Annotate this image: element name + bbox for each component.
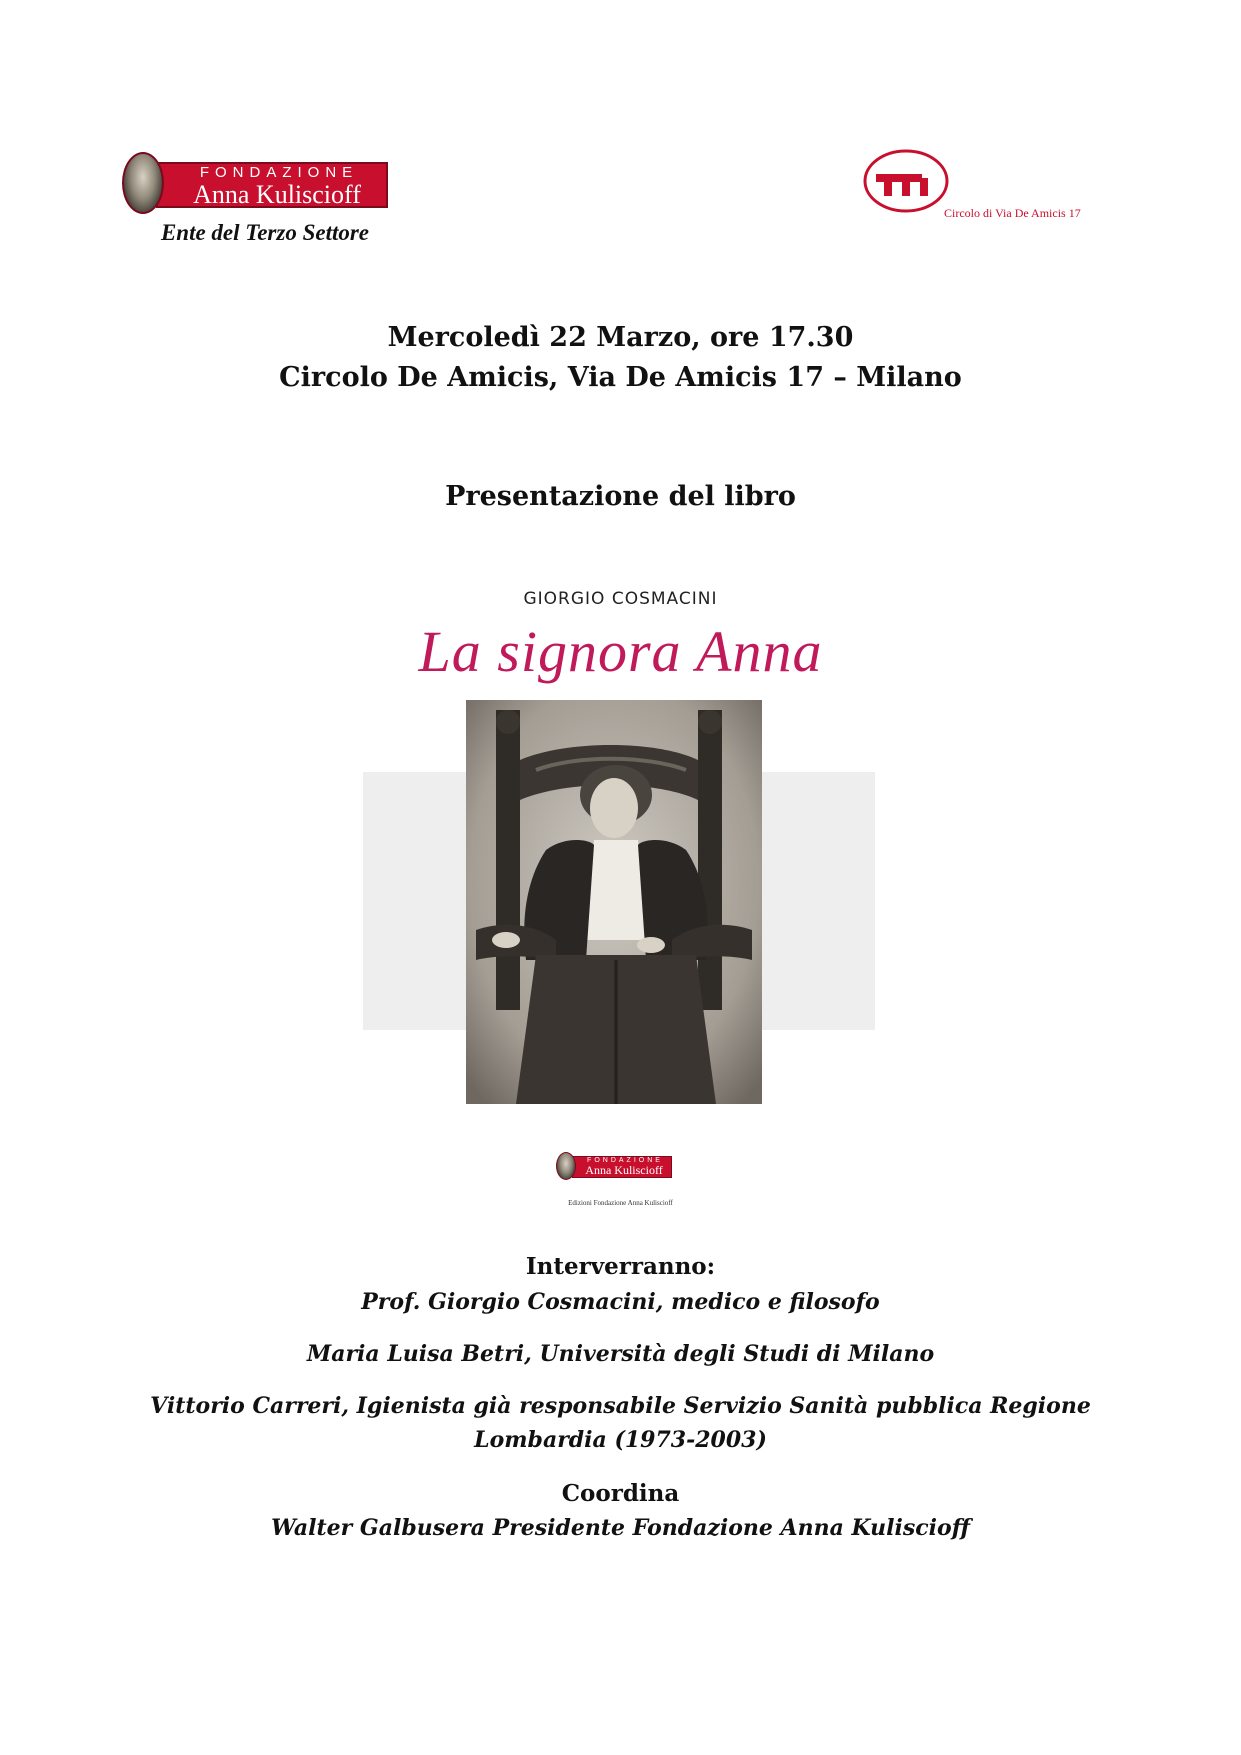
publisher-portrait-icon	[556, 1152, 576, 1180]
coordinator-name: Walter Galbusera Presidente Fondazione Anna Kuliscioff	[271, 1515, 970, 1541]
logo-subtitle: Ente del Terzo Settore	[160, 220, 370, 245]
seated-woman-photo-icon	[466, 700, 762, 1104]
event-venue: Circolo De Amicis, Via De Amicis 17 – Milano	[279, 362, 962, 393]
publisher-logo-fondazione-text: FONDAZIONE	[587, 1157, 663, 1164]
speaker-item-continuation: Lombardia (1973-2003)	[474, 1427, 767, 1453]
portrait-photo	[466, 700, 762, 1104]
logo-name-text: Anna Kuliscioff	[193, 180, 361, 209]
speaker-item: Maria Luisa Betri, Università degli Studi di Milano	[306, 1341, 935, 1367]
logo-fondazione-text: FONDAZIONE	[199, 164, 359, 181]
fondazione-logo	[122, 152, 388, 214]
speaker-item: Vittorio Carreri, Igienista già responsabile Servizio Sanità pubblica Regione	[150, 1393, 1091, 1419]
speakers-heading: Interverranno:	[525, 1253, 716, 1280]
publisher-name: Edizioni Fondazione Anna Kuliscioff	[568, 1199, 673, 1207]
m-glyph-icon	[876, 174, 928, 196]
coordinator-heading: Coordina	[561, 1480, 680, 1507]
book-title: La signora Anna	[418, 619, 823, 684]
portrait-icon	[122, 152, 164, 214]
publisher-logo-name-text: Anna Kuliscioff	[585, 1163, 663, 1177]
speaker-item: Prof. Giorgio Cosmacini, medico e filosofo	[361, 1289, 880, 1315]
publisher-logo	[556, 1152, 672, 1180]
event-date: Mercoledì 22 Marzo, ore 17.30	[387, 322, 854, 353]
circolo-logo-text: Circolo di Via De Amicis 17	[944, 206, 1081, 220]
presentation-heading: Presentazione del libro	[445, 481, 796, 512]
book-author: GIORGIO COSMACINI	[523, 589, 718, 609]
